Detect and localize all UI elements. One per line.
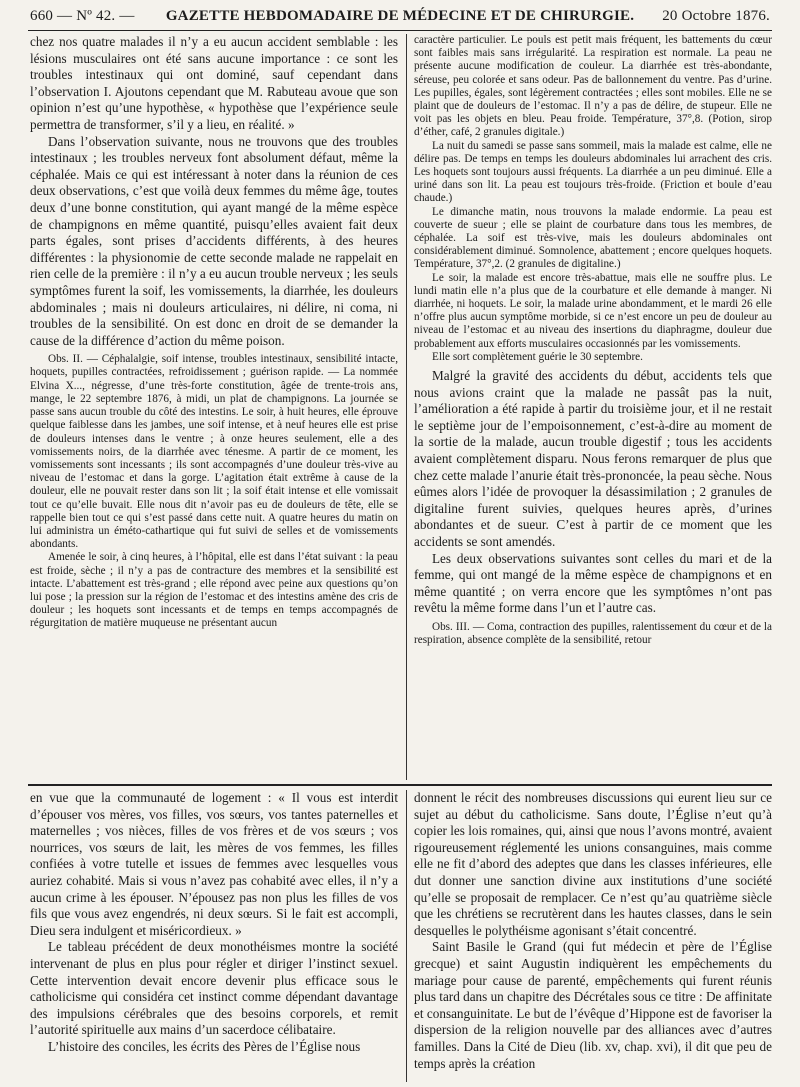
paragraph: Le dimanche matin, nous trouvons la malade endormie. La peau est couverte de sueur ; elle se plaint de courbature dans tous les membres, de céphalée. La soif est très-vive, mais les douleurs abdominales ont considérablement diminué. Somnolence, abattement ; encore quelques hoquets. Température, 37°,2. (2 granules de digitaline.) [414, 205, 772, 271]
section-separator-rule [28, 784, 772, 786]
paragraph: Elle sort complètement guérie le 30 septembre. [432, 350, 643, 363]
header-rule [28, 30, 772, 31]
paragraph: en vue que la communauté de logement : « Il vous est interdit d’épouser vos mères, vos filles, vos sœurs, vos tantes paternelles et maternelles ; vos nièces, filles de vos frères et de vos sœurs ; vos nourrices, vos sœurs de lait, les mères de vos femmes, les filles confiées à votre tutelle et issues de femmes avec lesquelles vous auriez cohabité. Mais si vous n’avez pas cohabité avec elles, il n’y a aucun crime à les épouser. N’épousez pas non plus les filles de vos fils que vous avez engendrés, ni deux sœurs. Si le fait est accompli, Dieu sera indulgent et miséricordieux. » [30, 790, 398, 938]
paragraph: Le tableau précédent de deux monothéismes montre la société intervenant de plus en plus pour régler et diriger l’instinct sexuel. Cette intervention devait encore devenir plus efficace sous le catholicisme qui considéra cet instinct comme dépendant davantage des impulsions cérébrales que des besoins corporels, et remit l’autorité spirituelle aux mains d’un sacerdoce célibataire. [30, 939, 398, 1038]
journal-title: GAZETTE HEBDOMADAIRE DE MÉDECINE ET DE CHIRURGIE. [165, 8, 635, 24]
page-number-issue: 660 — Nº 42. — [30, 8, 135, 24]
paragraph: Les deux observations suivantes sont celles du mari et de la femme, qui ont mangé de la même espèce de champignons et en même quantité ; on verra encore que les symptômes n’ont pas revêtu la même forme dans l’un et l’autre cas. [414, 550, 772, 616]
lower-left-column [30, 790, 398, 1082]
issue-date: 20 Octobre 1876. [662, 8, 770, 24]
paragraph: Obs. II. — Céphalalgie, soif intense, troubles intestinaux, sensibilité intacte, hoquets, pupilles contractées, refroidissement ; guérison rapide. — La nommée Elvina X..., négresse, d’une très-forte constitution, âgée de trente-trois ans, mange, le 22 septembre 1876, à midi, un plat de champignons. La journée se passe sans aucun trouble du côté des intestins. Le soir, à huit heures, elle éprouve quelque faiblesse dans les jambes, une soif intense, et à neuf heures elle est prise de douleurs intenses dans le ventre ; à onze heures seulement, elle a des vomissements noirs, de la diarrhée avec ténesme. A partir de ce moment, les vomissements sont incessants ; ils sont accompagnés d’une douleur très-vive au niveau de l’estomac et dans la gorge. L’agitation était extrême à cause de la douleur, elle ne pouvait rester dans son lit ; la soif était intense et elle vomissait tout ce qu’elle buvait. Elle nous dit n’avoir pas eu de douleurs de tête, elle se rappelle bien tout ce qui s’est passé dans cette nuit. A quatre heures du matin on lui administra un éméto-cathartique qui fut suivi de selles et de vomissements abondants. [30, 353, 398, 551]
column-divider-lower [406, 790, 407, 1082]
paragraph: Malgré la gravité des accidents du début, accidents tels que nous avions craint que la malade ne passât pas la nuit, l’amélioration a été rapide à partir du troisième jour, et il ne restait le septième jour de l’empoisonnement, c’est-à-dire au moment de la sortie de la malade, aucun trouble digestif ; tous les accidents avaient complètement disparu. Nous ferons remarquer de plus que chez cette malade l’anurie était très-prononcée, la peau sèche. Nous eûmes alors l’idée de provoquer la désassimilation ; 2 granules de digitaline furent suivies, quelques heures après, d’urines abondantes et de sueur. C’est à partir de ce moment que les accidents se sont amendés. [414, 368, 772, 550]
running-header [30, 8, 770, 30]
paragraph: La nuit du samedi se passe sans sommeil, mais la malade est calme, elle ne délire pas. De temps en temps les douleurs abdominales lui arrachent des cris. Les hoquets sont toujours aussi fréquents. La diarrhée a un peu diminué. Elle a uriné dans son lit. La peau est toujours très-froide. (Friction et boule d’eau chaude.) [414, 139, 772, 205]
paragraph: donnent le récit des nombreuses discussions qui eurent lieu sur ce sujet au début du catholicisme. Sans doute, l’Église n’eut qu’à copier les lois romaines, qui, ainsi que nous l’avons montré, avaient rigoureusement réglementé les unions consanguines, mais comme elle ne fit d’abord des adeptes que dans les classes inférieures, elle dut donner une sanction divine aux institutions d’une société qu’elle se proposait de remplacer. Ce n’est qu’au quatrième siècle que les chrétiens se recrutèrent dans les hautes classes, dans le sein desquelles le polythéisme agonisant s’était concentré. [414, 790, 772, 938]
paragraph: Dans l’observation suivante, nous ne trouvons que des troubles intestinaux ; les troubles nerveux font absolument défaut, même la céphalée. Mais ce qui est intéressant à noter dans la réunion de ces deux observations, c’est que voilà deux femmes du même âge, toutes deux d’une bonne constitution, qui ayant mangé de la même espèce de champignons en même quantité, puisqu’elles avaient fait deux parts égales, sont prises d’accidents différents, à des heures différentes : la physionomie de cette seconde malade ne rappelait en rien celle de la première : il n’y a eu aucun trouble nerveux ; les seuls symptômes furent la soif, les vomissements, la diarrhée, les douleurs abdominales ; mais ni douleurs articulaires, ni délire, ni coma, ni troubles de la sensibilité. On est donc en droit de se demander la cause de la différence d’action du même poison. [30, 133, 398, 348]
lower-right-column [414, 790, 772, 1082]
paragraph: Amenée le soir, à cinq heures, à l’hôpital, elle est dans l’état suivant : la peau est froide, sèche ; il n’y a pas de contracture des membres et la sensibilité est intacte. L’abattement est très-grand ; elle répond avec peine aux questions qu’on lui pose ; la pression sur la région de l’estomac et des intestins amène des cris de douleur ; les hoquets sont incessants et de temps en temps accompagnés de régurgitation de matière muqueuse ne présentant aucun [30, 551, 398, 630]
column-divider-upper [406, 34, 407, 780]
paragraph: caractère particulier. Le pouls est petit mais fréquent, les battements du cœur sont faibles mais sans irrégularité. La respiration est normale. La peau ne présente aucune modification de couleur. La diarrhée est très-abondante, séreuse, peu colorée et sans odeur. Pas de ballonnement du ventre. Pas d’urine. Les pupilles, égales, sont légèrement contractées ; elles sont mobiles. Elle ne se plaint que de douleurs de l’estomac. Il n’y a pas de délire, de stupeur. Elle ne voit pas les objets en bleu. Peau froide. Température, 37°,8. (Potion, sirop d’éther, café, 2 granules digitale.) [414, 34, 772, 139]
paragraph: L’histoire des conciles, les écrits des Pères de l’Église nous [48, 1038, 361, 1054]
upper-left-column [30, 34, 398, 780]
upper-right-column [414, 34, 772, 780]
paragraph: Saint Basile le Grand (qui fut médecin et père de l’Église grecque) et saint Augustin indiquèrent les empêchements du mariage pour cause de parenté, empêchements qui furent réunis plus tard dans un chapitre des Décrétales sous ce titre : De affinitate et consanguinitate. Le but de l’évêque d’Hippone est de favoriser la dispersion de la religion nouvelle par des alliances avec d’autres familles. Dans la Cité de Dieu (lib. xv, chap. xvi), il dit que peu de temps après la création [414, 939, 772, 1071]
paragraph: chez nos quatre malades il n’y a eu aucun accident semblable : les lésions musculaires ont été sans aucune importance : ce sont les troubles intestinaux qui ont dominé, sauf cependant dans l’observation I. Ajoutons cependant que M. Rabuteau avoue que son opinion n’est qu’une hypothèse, « hypothèse que l’expérience seule permettra de transformer, s’il y a lieu, en réalité. » [30, 34, 398, 132]
paragraph: Obs. III. — Coma, contraction des pupilles, ralentissement du cœur et de la respiration, absence complète de la sensibilité, retour [414, 620, 772, 647]
paragraph: Le soir, la malade est encore très-abattue, mais elle ne souffre plus. Le lundi matin elle n’a plus que de la courbature et elle demande à manger. Ni diarrhée, ni hoquets. Le soir, la malade urine abondamment, et le mardi 26 elle n’offre plus aucun symptôme morbide, si ce n’est encore un peu de douleur au niveau de l’estomac et au niveau des insertions du diaphragme, douleur due probablement aux efforts musculaires occasionnés par les vomissements. [414, 271, 772, 350]
